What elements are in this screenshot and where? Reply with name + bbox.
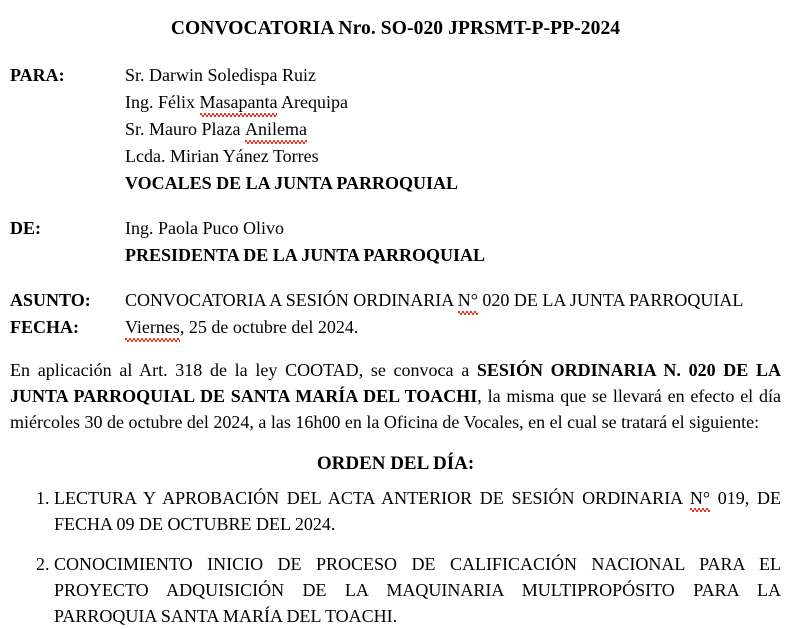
agenda-title: ORDEN DEL DÍA: <box>316 453 475 474</box>
agenda-list <box>10 485 781 629</box>
recipients-label: PARA: <box>10 65 65 85</box>
body-emphasis: SESIÓN ORDINARIA N. 020 DE LA JUNTA PARROQUIAL DE SANTA MARÍA DEL TOACHI <box>10 360 781 406</box>
spellcheck-mark: Masapanta <box>200 89 278 116</box>
list-item: Lcda. Mirian Yánez Torres <box>125 146 319 166</box>
recipients-list <box>125 62 781 197</box>
sender-label: DE: <box>10 218 41 238</box>
list-item: Sr. Darwin Soledispa Ruiz <box>125 65 316 85</box>
date-label: FECHA: <box>10 317 79 337</box>
list-item: 2. CONOCIMIENTO INICIO DE PROCESO DE CALIFICACIÓN NACIONAL PARA EL PROYECTO ADQUISICIÓN DE LA MAQUINARIA MULTIPROPÓSITO PARA LA PARROQUIA SANTA MARÍA DEL TOACHI. <box>54 551 781 629</box>
subject-block <box>10 287 781 314</box>
date-text: Viernes, 25 de octubre del 2024. <box>125 314 781 341</box>
recipients-role: VOCALES DE LA JUNTA PARROQUIAL <box>125 173 459 193</box>
spellcheck-mark: Anilema <box>245 116 307 143</box>
sender-block <box>10 215 781 269</box>
list-item: 1. LECTURA Y APROBACIÓN DEL ACTA ANTERIOR DE SESIÓN ORDINARIA N° 019, DE FECHA 09 DE OCTUBRE DEL 2024. <box>54 485 781 537</box>
page-title: CONVOCATORIA Nro. SO-020 JPRSMT-P-PP-2024 <box>170 18 621 39</box>
recipients-block <box>10 62 781 197</box>
spellcheck-mark: N° <box>690 485 710 511</box>
sender-info <box>125 215 781 269</box>
spacer <box>10 269 781 287</box>
spacer <box>10 197 781 215</box>
list-item: Ing. Félix Masapanta Arequipa <box>125 89 781 116</box>
date-block <box>10 314 781 341</box>
subject-label: ASUNTO: <box>10 290 91 310</box>
sender-role: PRESIDENTA DE LA JUNTA PARROQUIAL <box>125 245 486 265</box>
body-paragraph: En aplicación al Art. 318 de la ley COOTAD, se convoca a SESIÓN ORDINARIA N. 020 DE LA JUNTA PARROQUIAL DE SANTA MARÍA DEL TOACHI, la misma que se llevará en efecto el día miércoles 30 de octubre del 2024, a las 16h00 en la Oficina de Vocales, en el cual se tratará el siguiente: <box>10 360 781 432</box>
spellcheck-mark: Viernes <box>125 314 180 341</box>
sender-name: Ing. Paola Puco Olivo <box>125 218 284 238</box>
list-item: Sr. Mauro Plaza Anilema <box>125 116 781 143</box>
subject-text: CONVOCATORIA A SESIÓN ORDINARIA N° 020 DE LA JUNTA PARROQUIAL <box>125 287 781 314</box>
spellcheck-mark: N° <box>458 287 478 314</box>
